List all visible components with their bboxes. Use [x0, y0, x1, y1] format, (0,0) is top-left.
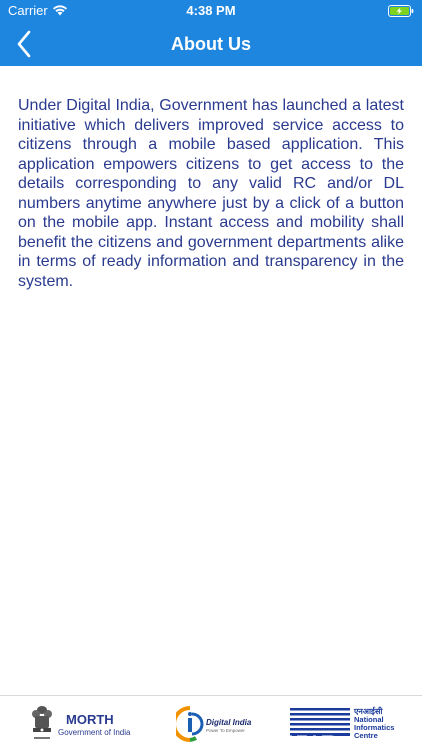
national-emblem-icon: [30, 704, 54, 744]
footer-logos: [0, 695, 422, 751]
nic-line-informatics: Informatics: [354, 723, 395, 732]
nic-line-centre: Centre: [354, 731, 378, 740]
battery-charging-icon: [388, 5, 414, 17]
digital-india-name: Digital India: [206, 718, 252, 727]
about-description: Under Digital India, Government has launched a latest initiative which delivers improved service access to citizens through a mobile based application. This application empowers citizens to get access to the details corresponding to any valid RC and/or DL numbers anytime anywhere just by a click of a button on the mobile app. Instant access and mobility shall benefit the citizens and government departments alike in terms of ready information and transparency in the system.: [18, 97, 404, 290]
nic-hindi-name: एनआईसी: [354, 707, 383, 716]
app-header: [0, 0, 422, 66]
morth-logo: [28, 704, 138, 744]
nic-mark-icon: [290, 708, 352, 740]
morth-subtitle: Government of India: [58, 728, 131, 737]
page-title: About Us: [171, 34, 251, 54]
navigation-bar: [0, 22, 422, 66]
carrier-label: Carrier: [8, 3, 48, 18]
digital-india-logo: [176, 704, 256, 744]
morth-name: MORTH: [66, 712, 114, 727]
status-time: 4:38 PM: [186, 3, 236, 18]
status-bar: [0, 0, 422, 22]
digital-india-mark-icon: [176, 704, 204, 744]
nic-line-national: National: [354, 715, 384, 724]
nic-logo: [290, 704, 402, 744]
digital-india-tagline: Power To Empower: [206, 728, 245, 733]
